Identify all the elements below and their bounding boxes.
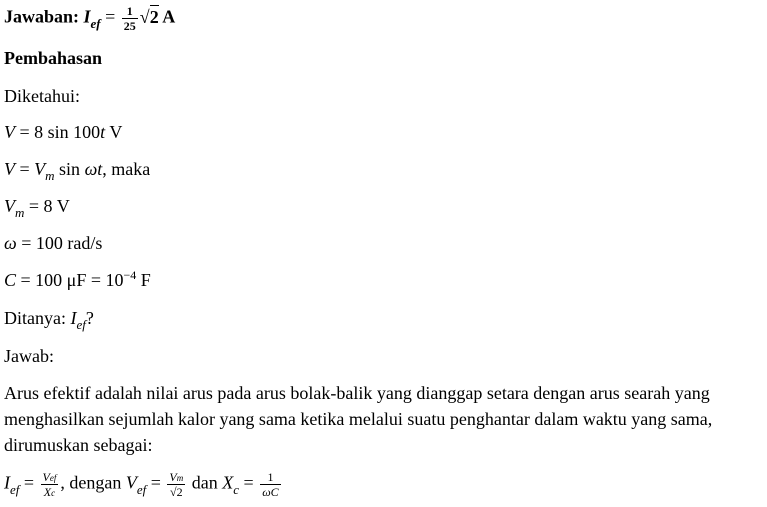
fraction-vef-xc (41, 471, 59, 498)
eq1-t: t (100, 122, 106, 142)
answer-sqrt (140, 6, 159, 28)
eq2-wt: ωt (84, 159, 103, 179)
f2-den: √2 (170, 485, 183, 499)
f2-num-sub: m (176, 473, 184, 483)
eq5-exp: −4 (123, 268, 137, 282)
f-x: X (222, 472, 234, 493)
equation-omega (4, 232, 102, 254)
eq1-rhs: = 8 sin 100 (19, 122, 101, 142)
f-eq2: = (146, 472, 166, 493)
f1-num (41, 471, 59, 485)
f3-num: 1 (260, 471, 280, 485)
eq3-sub: m (15, 205, 25, 220)
ditanya-sub: ef (76, 317, 86, 332)
fraction-1-omegac (260, 471, 280, 498)
f-i: I (4, 472, 10, 493)
eq4-omega: ω (4, 233, 17, 253)
eq5-unit: F (136, 270, 151, 290)
ditanya-line (4, 307, 94, 331)
f-eq: = (19, 472, 39, 493)
f1-den (41, 485, 59, 498)
answer-unit: A (162, 6, 176, 27)
eq3-rest: = 8 V (24, 196, 70, 216)
jawab-label: Jawab: (4, 346, 54, 366)
eq2-lhs: V (4, 159, 15, 179)
answer-frac-den: 25 (123, 19, 136, 33)
f1-den-var: X (43, 485, 52, 499)
f1-num-var: V (42, 470, 50, 484)
ditanya-var: I (70, 308, 77, 328)
f-x-sub: c (233, 481, 240, 497)
equation-voltage (4, 121, 122, 143)
sqrt-icon: √ (139, 6, 150, 27)
answer-line (4, 5, 175, 32)
eq2-vm-sub: m (45, 168, 55, 183)
equation-vm (4, 195, 70, 219)
fraction-vm-sqrt2 (167, 471, 185, 498)
section-heading: Pembahasan (4, 48, 103, 68)
eq5-rest: = 100 μF = 10 (16, 270, 124, 290)
equation-capacitance (4, 269, 151, 293)
answer-eq: = (105, 6, 116, 27)
f1-num-sub: ef (49, 473, 57, 483)
eq4-rest: = 100 rad/s (16, 233, 103, 253)
f-v: V (125, 472, 137, 493)
f-eq3: = (239, 472, 259, 493)
eq1-lhs: V (4, 122, 15, 142)
eq1-unit: V (105, 122, 123, 142)
answer-sub: ef (90, 15, 101, 31)
diketahui-label: Diketahui: (4, 86, 80, 106)
ditanya-label: Ditanya: (4, 308, 71, 328)
f1-den-sub: c (51, 488, 56, 498)
f2-num (167, 471, 185, 485)
eq2-tail: , maka (102, 159, 151, 179)
answer-label: Jawaban: (4, 6, 80, 27)
answer-frac-num: 1 (122, 5, 138, 19)
f3-den: ωC (262, 485, 279, 499)
eq2-vm: V (34, 159, 46, 179)
f-i-sub: ef (10, 481, 20, 497)
eq2-eq: = (15, 159, 35, 179)
eq2-rest: sin (54, 159, 85, 179)
explanation-paragraph: Arus efektif adalah nilai arus pada arus bolak-balik yang dianggap setara dengan arus searah yang menghasilkan sejumlah kalor yang sama ketika melalui suatu penghantar dalam waktu yang sama, dirumuskan sebagai: (4, 383, 713, 455)
eq3-var: V (4, 196, 15, 216)
equation-general (4, 158, 150, 182)
f2-num-var: V (169, 470, 177, 484)
formula-line (4, 471, 283, 498)
answer-fraction (122, 5, 138, 32)
answer-var: I (83, 6, 91, 27)
ditanya-q: ? (85, 308, 94, 328)
f-mid: , dengan (60, 472, 126, 493)
f-dan: dan (187, 472, 223, 493)
answer-sqrt-arg: 2 (149, 6, 159, 27)
eq5-var: C (4, 270, 17, 290)
f-v-sub: ef (136, 481, 147, 497)
